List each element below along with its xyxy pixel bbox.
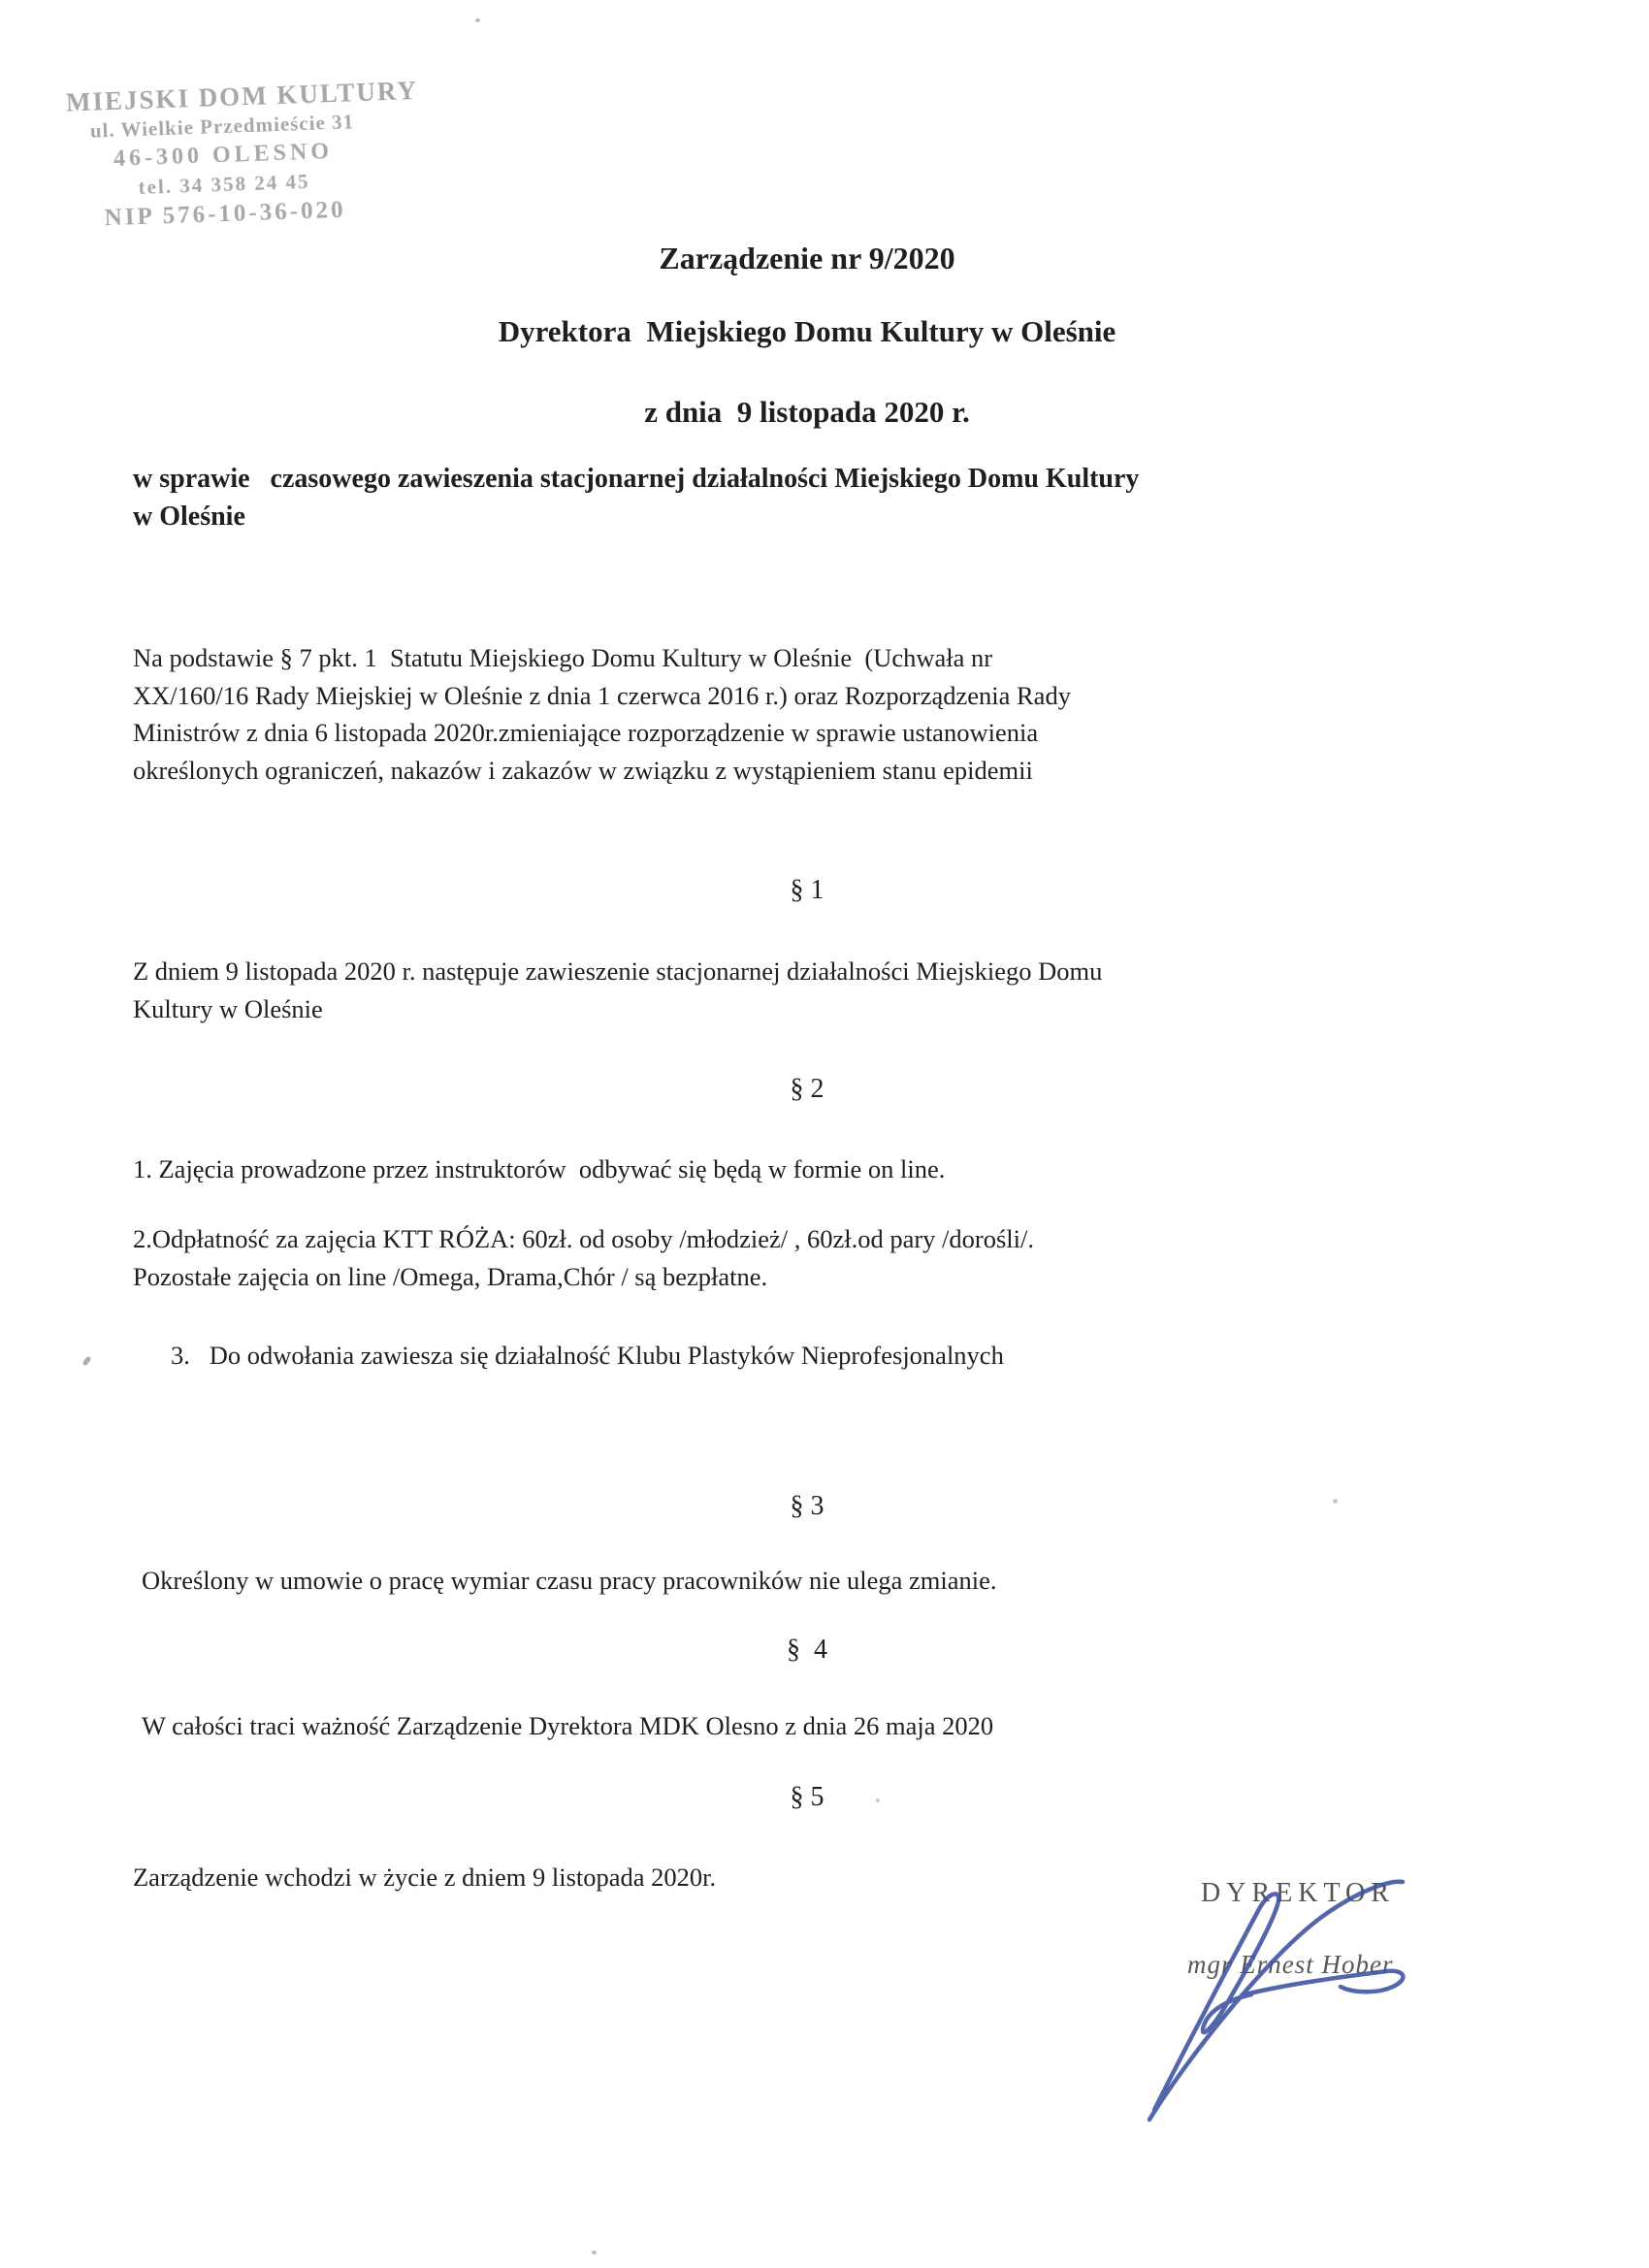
preamble-line-2: XX/160/16 Rady Miejskiej w Oleśnie z dnia 1 czerwca 2016 r.) oraz Rozporządzenia Rady: [133, 680, 1071, 710]
document-issuer: Dyrektora Miejskiego Domu Kultury w Oleśnie: [498, 314, 1116, 348]
subject-line-1: w sprawie czasowego zawieszenia stacjonarnej działalności Miejskiego Domu Kultury: [133, 464, 1140, 494]
legal-basis-paragraph: [133, 639, 1071, 789]
scan-artifact: [1333, 1499, 1338, 1504]
stamp-street: ul. Wielkie Przedmieście 31: [89, 110, 355, 143]
section-2-item-2: [133, 1220, 1034, 1295]
preamble-line-3: Ministrów z dnia 6 listopada 2020r.zmieniające rozporządzenie w sprawie ustanowienia: [133, 718, 1039, 747]
preamble-line-1: Na podstawie § 7 pkt. 1 Statutu Miejskiego Domu Kultury w Oleśnie (Uchwała nr: [133, 643, 993, 672]
section-1-paragraph: [133, 953, 1102, 1027]
document-subject: [133, 460, 1139, 535]
scan-artifact: [876, 1798, 880, 1802]
handwritten-signature-ink: [1096, 1833, 1465, 2154]
section-4-heading: § 4: [787, 1635, 827, 1665]
section-3-paragraph: Określony w umowie o pracę wymiar czasu pracy pracowników nie ulega zmianie.: [142, 1566, 997, 1595]
stamp-city: 46-300 OLESNO: [113, 139, 334, 172]
signature-name-stamp: mgr Ernest Hober: [1187, 1950, 1394, 1979]
section-1-line-1: Z dniem 9 listopada 2020 r. następuje zawieszenie stacjonarnej działalności Miejskiego Domu: [133, 956, 1103, 986]
signature-role-stamp: DYREKTOR: [1201, 1878, 1395, 1908]
stamp-phone: tel. 34 358 24 45: [138, 169, 310, 200]
stamp-nip: NIP 576-10-36-020: [104, 196, 346, 232]
stamp-org-name: MIEJSKI DOM KULTURY: [65, 75, 419, 117]
section-4-paragraph: W całości traci ważność Zarządzenie Dyrektora MDK Olesno z dnia 26 maja 2020: [142, 1711, 994, 1740]
scan-artifact: [592, 2251, 597, 2254]
subject-line-2: w Oleśnie: [133, 502, 245, 532]
section-5-heading: § 5: [790, 1782, 824, 1812]
scan-artifact: [475, 18, 480, 22]
document-date: z dnia 9 listopada 2020 r.: [644, 395, 970, 429]
section-2-heading: § 2: [790, 1074, 824, 1104]
section-2-item-1: 1. Zajęcia prowadzone przez instruktorów odbywać się będą w formie on line.: [133, 1154, 946, 1183]
document-title: Zarządzenie nr 9/2020: [659, 241, 955, 275]
section-3-heading: § 3: [790, 1491, 824, 1521]
section-5-paragraph: Zarządzenie wchodzi w życie z dniem 9 listopada 2020r.: [133, 1863, 717, 1892]
section-1-heading: § 1: [790, 875, 824, 905]
scan-artifact: [81, 1356, 91, 1367]
section-2-item-3: 3. Do odwołania zawiesza się działalność Klubu Plastyków Nieprofesjonalnych: [171, 1341, 1004, 1370]
office-address-stamp: [65, 75, 419, 234]
section-2-item-2-line-1: 2.Odpłatność za zajęcia KTT RÓŻA: 60zł. od osoby /młodzież/ , 60zł.od pary /dorośli/.: [133, 1224, 1035, 1253]
preamble-line-4: określonych ograniczeń, nakazów i zakazów w związku z wystąpieniem stanu epidemii: [133, 755, 1033, 785]
section-1-line-2: Kultury w Oleśnie: [133, 993, 323, 1023]
section-2-item-2-line-2: Pozostałe zajęcia on line /Omega, Drama,Chór / są bezpłatne.: [133, 1261, 768, 1291]
